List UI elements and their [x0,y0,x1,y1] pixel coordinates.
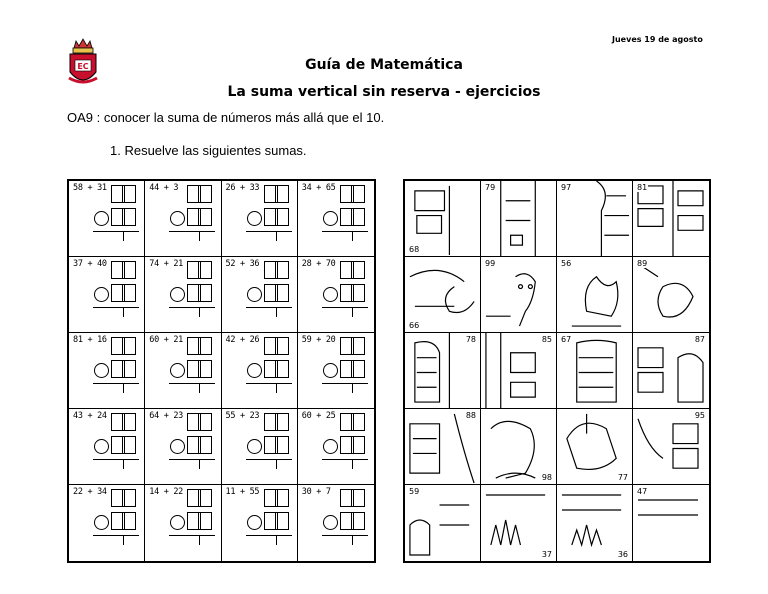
picture-puzzle-cell [557,409,633,485]
units-box[interactable] [122,489,136,507]
picture-puzzle-cell [633,409,709,485]
sum-line [322,459,368,460]
answer-number-label: 68 [409,245,420,254]
line-art-drawing [481,181,556,256]
units-box[interactable] [275,185,289,203]
answer-number-label: 89 [637,259,648,268]
instruction-text: 1. Resuelve las siguientes sumas. [110,143,307,158]
sum-line [322,307,368,308]
exercise-operation: 11 + 55 [225,487,260,497]
answer-number-label: 56 [561,259,572,268]
column-divider [123,535,124,545]
line-art-drawing [557,333,632,408]
column-divider [276,231,277,241]
exercise-cell[interactable] [298,333,374,409]
plus-circle [94,439,109,454]
units-box[interactable] [122,185,136,203]
plus-circle [247,211,262,226]
exercise-cell[interactable] [222,257,298,333]
exercise-cell[interactable] [145,485,221,561]
sum-line [246,459,292,460]
exercise-cell[interactable] [145,181,221,257]
plus-circle [94,287,109,302]
picture-puzzle-cell [633,485,709,561]
units-box[interactable] [122,337,136,355]
units-box[interactable] [122,413,136,431]
answer-number-label: 59 [409,487,420,496]
picture-puzzle-cell [557,485,633,561]
sum-line [246,231,292,232]
answer-number-label: 67 [561,335,572,344]
sum-line [93,307,139,308]
units-box[interactable] [351,436,365,454]
sum-line [322,383,368,384]
answer-number-label: 47 [637,487,648,496]
sum-line [322,231,368,232]
plus-circle [170,515,185,530]
column-divider [352,383,353,393]
column-divider [199,459,200,469]
picture-puzzle-cell [481,181,557,257]
column-divider [276,459,277,469]
exercise-cell[interactable] [69,333,145,409]
exercise-operation: 26 + 33 [225,183,260,193]
exercise-cell[interactable] [222,409,298,485]
units-box[interactable] [122,512,136,530]
plus-circle [323,211,338,226]
units-box[interactable] [275,512,289,530]
sum-line [93,459,139,460]
exercise-grid [67,179,376,563]
picture-puzzle-cell [405,485,481,561]
line-art-drawing [633,409,709,484]
date-label: Jueves 19 de agosto [612,35,703,44]
answer-number-label: 87 [694,335,705,344]
plus-circle [247,439,262,454]
plus-circle [94,515,109,530]
units-box[interactable] [122,360,136,378]
exercise-cell[interactable] [298,257,374,333]
plus-circle [170,439,185,454]
units-box[interactable] [351,208,365,226]
answer-number-label: 66 [409,321,420,330]
picture-puzzle-cell [405,409,481,485]
units-box[interactable] [198,436,212,454]
exercise-operation: 55 + 23 [225,411,260,421]
exercise-cell[interactable] [145,409,221,485]
answer-number-label: 88 [465,411,476,420]
plus-circle [170,211,185,226]
units-box[interactable] [351,360,365,378]
exercise-operation: 22 + 34 [73,487,107,497]
picture-puzzle-cell [405,333,481,409]
units-box[interactable] [275,337,289,355]
plus-circle [247,363,262,378]
exercise-operation: 59 + 20 [301,335,336,345]
picture-puzzle-cell [633,257,709,333]
page-subtitle: La suma vertical sin reserva - ejercicios [227,84,541,100]
exercise-cell[interactable] [222,333,298,409]
sum-line [246,383,292,384]
answer-number-label: 81 [637,183,648,192]
units-box[interactable] [275,261,289,279]
column-divider [199,231,200,241]
picture-puzzle-cell [557,257,633,333]
answer-number-label: 36 [617,550,628,559]
units-box[interactable] [351,284,365,302]
sum-line [246,307,292,308]
column-divider [199,307,200,317]
picture-puzzle-cell [557,181,633,257]
picture-puzzle-cell [557,333,633,409]
column-divider [123,383,124,393]
exercise-operation: 58 + 31 [73,183,107,193]
picture-puzzle-cell [481,333,557,409]
units-box[interactable] [275,413,289,431]
line-art-drawing [481,333,556,408]
column-divider [123,307,124,317]
exercise-operation: 64 + 23 [149,411,183,421]
plus-circle [323,287,338,302]
line-art-drawing [633,257,709,332]
plus-circle [247,287,262,302]
column-divider [276,383,277,393]
column-divider [352,535,353,545]
column-divider [352,307,353,317]
exercise-operation: 44 + 3 [149,183,179,193]
units-box[interactable] [351,337,365,355]
units-box[interactable] [275,284,289,302]
sum-line [246,535,292,536]
units-box[interactable] [198,489,212,507]
exercise-operation: 14 + 22 [149,487,183,497]
picture-puzzle-cell [481,409,557,485]
line-art-drawing [633,181,709,256]
sum-line [169,535,215,536]
units-box[interactable] [122,208,136,226]
plus-circle [170,363,185,378]
column-divider [199,383,200,393]
answer-number-label: 98 [541,473,552,482]
line-art-drawing [481,257,556,332]
plus-circle [94,363,109,378]
plus-circle [323,363,338,378]
picture-puzzle-cell [633,181,709,257]
units-box[interactable] [198,208,212,226]
exercise-operation: 42 + 26 [225,335,260,345]
plus-circle [323,515,338,530]
exercise-cell[interactable] [69,257,145,333]
units-box[interactable] [122,261,136,279]
line-art-drawing [557,257,632,332]
exercise-cell[interactable] [69,409,145,485]
units-box[interactable] [275,489,289,507]
exercise-cell[interactable] [298,409,374,485]
sum-line [93,383,139,384]
exercise-operation: 43 + 24 [73,411,107,421]
exercise-operation: 60 + 21 [149,335,183,345]
units-box[interactable] [198,512,212,530]
answer-number-label: 79 [485,183,496,192]
column-divider [352,459,353,469]
units-box[interactable] [122,284,136,302]
units-box[interactable] [198,413,212,431]
exercise-cell[interactable] [145,333,221,409]
column-divider [199,535,200,545]
exercise-operation: 37 + 40 [73,259,107,269]
units-box[interactable] [198,360,212,378]
objective-text: OA9 : conocer la suma de números más allá que el 10. [67,110,385,125]
svg-text:EC: EC [77,62,89,71]
picture-puzzle-cell [481,257,557,333]
units-box[interactable] [351,512,365,530]
line-art-drawing [405,485,480,561]
sum-line [169,231,215,232]
plus-circle [170,287,185,302]
picture-puzzle-grid [403,179,711,563]
units-box[interactable] [275,436,289,454]
line-art-drawing [405,333,480,408]
exercise-cell[interactable] [145,257,221,333]
sum-line [322,535,368,536]
sum-line [169,459,215,460]
column-divider [276,307,277,317]
answer-number-label: 97 [561,183,572,192]
exercise-cell[interactable] [69,485,145,561]
column-divider [123,231,124,241]
line-art-drawing [633,485,709,561]
column-divider [276,535,277,545]
column-divider [352,231,353,241]
units-box[interactable] [351,261,365,279]
line-art-drawing [405,409,480,484]
answer-number-label: 77 [617,473,628,482]
units-box[interactable] [351,185,365,203]
picture-puzzle-cell [405,257,481,333]
units-box[interactable] [198,284,212,302]
line-art-drawing [557,181,632,256]
units-box[interactable] [198,261,212,279]
sum-line [169,383,215,384]
exercise-cell[interactable] [222,181,298,257]
units-box[interactable] [275,360,289,378]
answer-number-label: 78 [465,335,476,344]
exercise-cell[interactable] [69,181,145,257]
line-art-drawing [633,333,709,408]
answer-number-label: 99 [485,259,496,268]
units-box[interactable] [351,489,365,507]
column-divider [123,459,124,469]
sum-line [93,231,139,232]
exercise-cell[interactable] [298,181,374,257]
plus-circle [323,439,338,454]
answer-number-label: 85 [541,335,552,344]
exercise-operation: 52 + 36 [225,259,260,269]
answer-number-label: 95 [694,411,705,420]
units-box[interactable] [198,337,212,355]
picture-puzzle-cell [481,485,557,561]
units-box[interactable] [198,185,212,203]
exercise-operation: 81 + 16 [73,335,107,345]
plus-circle [247,515,262,530]
units-box[interactable] [351,413,365,431]
page-title: Guía de Matemática [305,57,463,73]
exercise-operation: 28 + 70 [301,259,336,269]
picture-puzzle-cell [405,181,481,257]
exercise-operation: 34 + 65 [301,183,336,193]
units-box[interactable] [122,436,136,454]
exercise-operation: 30 + 7 [301,487,331,497]
exercise-cell[interactable] [298,485,374,561]
picture-puzzle-cell [633,333,709,409]
sum-line [169,307,215,308]
sum-line [93,535,139,536]
plus-circle [94,211,109,226]
exercise-operation: 60 + 25 [301,411,336,421]
answer-number-label: 37 [541,550,552,559]
exercise-cell[interactable] [222,485,298,561]
exercise-operation: 74 + 21 [149,259,183,269]
units-box[interactable] [275,208,289,226]
